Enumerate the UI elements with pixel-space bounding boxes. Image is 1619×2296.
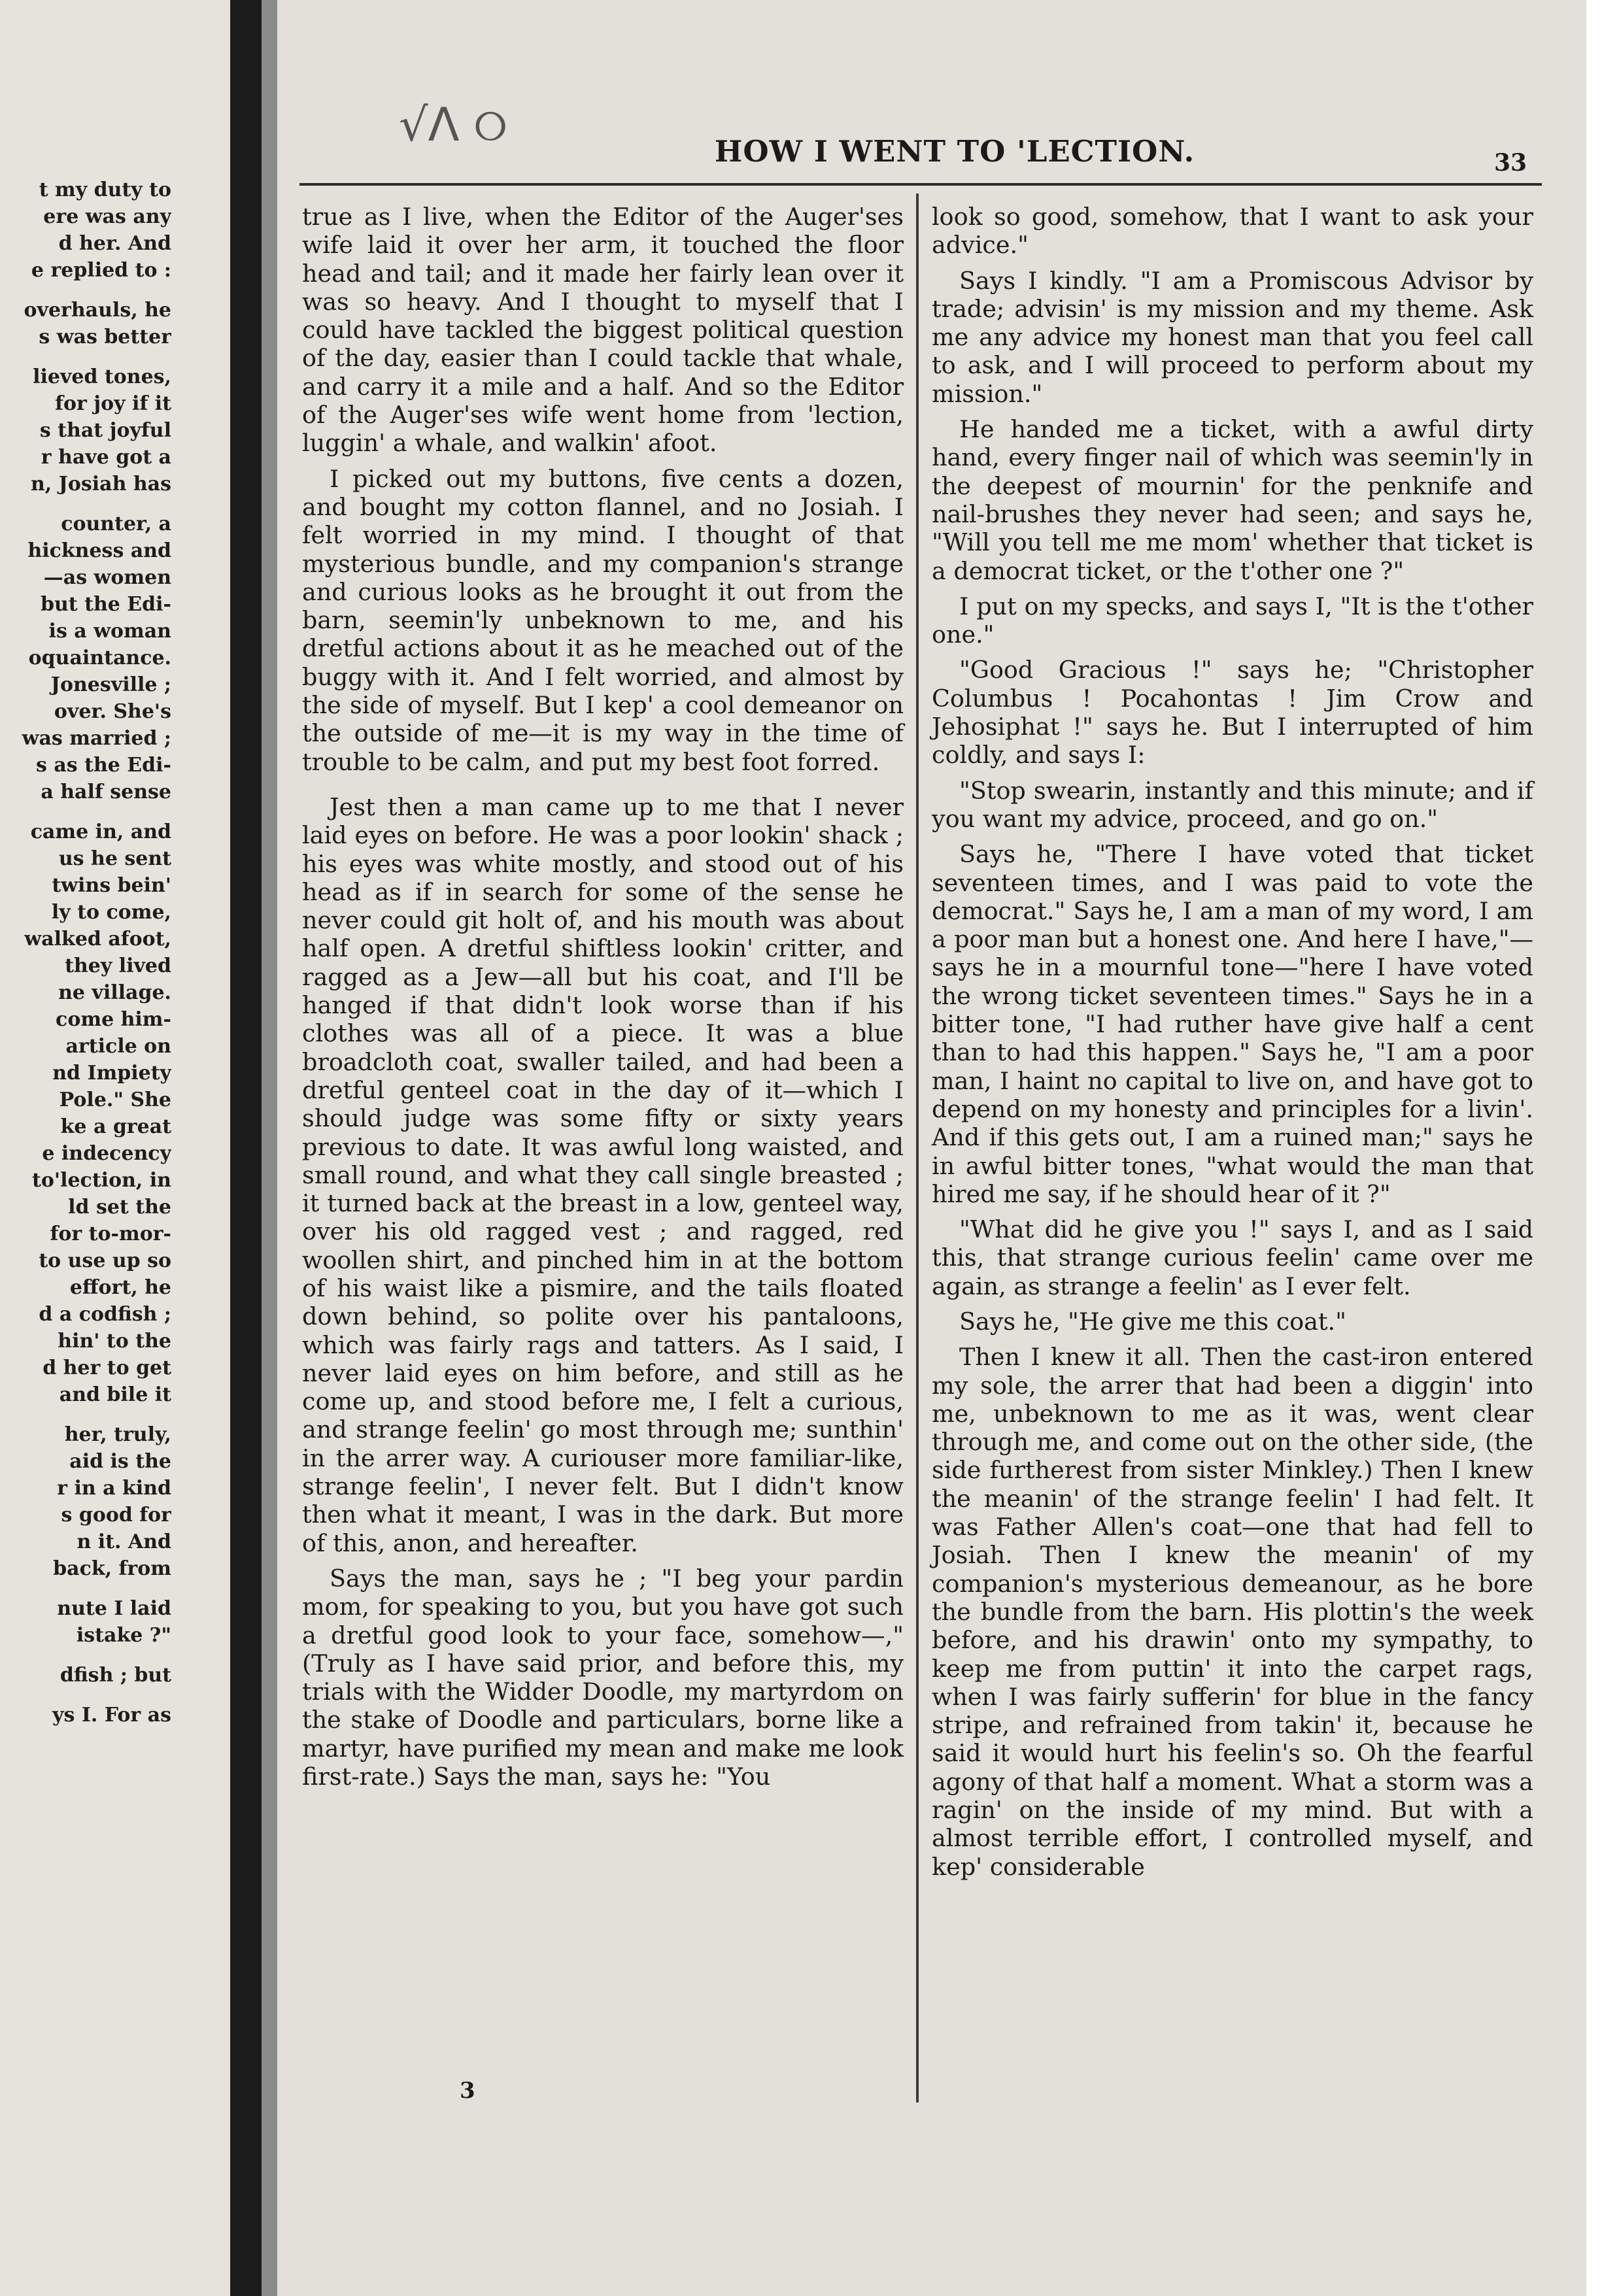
facing-page-line: dfish ; but <box>60 1664 171 1687</box>
facing-page-line: ys I. For as <box>52 1704 171 1727</box>
facing-page-line: was married ; <box>22 727 171 750</box>
facing-page-line: over. She's <box>54 700 171 723</box>
facing-page-line: for joy if it <box>55 392 171 415</box>
facing-page-line: d her to get <box>43 1357 171 1379</box>
paragraph: Says the man, says he ; "I beg your pardin mom, for speaking to you, but you have got such a dretful good look to your face, somehow—," (Truly as I have said prior, and before this, my trials with the Widder Doodle, my martyrdom on the stake of Doodle and particulars, borne like a martyr, have purified my mean and make me look first-rate.) Says the man, says he: "You <box>302 1564 904 1791</box>
facing-page-line: but the Edi- <box>41 593 171 616</box>
paragraph: I picked out my buttons, five cents a dozen, and bought my cotton flannel, and no Josiah. I felt worried in my mind. I thought of that mysterious bundle, and my companion's strange and curious looks as he brought it out from the barn, seemin'ly unbeknown to me, and his dretful actions about it as he meached out of the buggy with it. And I felt worried, and almost by the side of myself. But I kep' a cool demeanor on the outside of me—it is my way in the time of trouble to be calm, and put my best foot forred. <box>302 464 904 776</box>
facing-page-line: —as women <box>43 566 171 589</box>
pencil-mark: √Λ ୦ <box>399 98 507 152</box>
facing-page-text <box>0 177 171 1729</box>
header-rule <box>299 183 1542 186</box>
facing-page-line: d her. And <box>58 232 171 255</box>
facing-page-line: a half sense <box>41 781 171 803</box>
paragraph: Says he, "There I have voted that ticket seventeen times, and I was paid to vote the democrat." Says he, I am a man of my word, I am a poor man but a honest one. And here I have,"—says he in a mournful tone—"here I have voted the wrong ticket seventeen times." Says he in a bitter tone, "I had ruther have give half a cent than to had this happen." Says he, "I am a poor man, I haint no capital to live on, and have got to depend on my honesty and principles for a livin'. And if this gets out, I am a ruined man;" says he in awful bitter tones, "what would the man that hired me say, if he should hear of it ?" <box>932 840 1533 1208</box>
facing-page-line: istake ?" <box>76 1624 171 1647</box>
facing-page-line: article on <box>65 1035 171 1058</box>
facing-page-line: effort, he <box>69 1276 171 1299</box>
facing-page-line: e replied to : <box>31 259 171 282</box>
facing-page-line: came in, and <box>30 820 171 843</box>
facing-page-line: to use up so <box>39 1249 171 1272</box>
facing-page-line: ere was any <box>43 205 171 228</box>
page-number: 33 <box>1494 149 1527 177</box>
facing-page-line: and bile it <box>59 1383 171 1406</box>
facing-page-line: d a codfish ; <box>39 1303 171 1326</box>
facing-page-line: nute I laid <box>57 1597 171 1620</box>
facing-page-line: back, from <box>53 1557 171 1580</box>
facing-page-line: twins bein' <box>52 874 171 897</box>
facing-page-line: hickness and <box>27 539 171 562</box>
facing-page-line: s was better <box>39 326 171 348</box>
facing-page-line <box>0 1649 171 1662</box>
paragraph: I put on my specks, and says I, "It is the t'other one." <box>932 592 1533 649</box>
facing-page-line: n, Josiah has <box>30 473 171 496</box>
facing-page-line: us he sent <box>58 847 171 870</box>
facing-page-line: oquaintance. <box>28 647 171 669</box>
facing-page-line: Jonesville ; <box>50 673 171 696</box>
paragraph: He handed me a ticket, with a awful dirty hand, every finger nail of which was seemin'ly in the deepest of mournin' for the penknife and nail-brushes they never had seen; and says he, "Will you tell me me mom' whether that ticket is a democrat ticket, or the t'other one ?" <box>932 415 1533 585</box>
gutter-shadow <box>262 0 277 2296</box>
binding-gutter <box>230 0 262 2296</box>
running-title: HOW I WENT TO 'LECTION. <box>714 134 1195 169</box>
facing-page-line: is a woman <box>48 620 171 643</box>
facing-page-line: ne village. <box>58 981 171 1004</box>
paragraph: Says he, "He give me this coat." <box>959 1307 1346 1336</box>
facing-page-line: r in a kind <box>57 1477 171 1500</box>
facing-page-line: nd Impiety <box>52 1062 171 1085</box>
facing-page-line: t my duty to <box>39 178 171 201</box>
facing-page-line <box>0 350 171 363</box>
paragraph: true as I live, when the Editor of the Auger'ses wife laid it over her arm, it touched the floor head and tail; and it made her fairly lean over it was so heavy. And I thought to myself that I could have tackled the biggest political question of the day, easier than I could tackle that whale, and carry it a mile and a half. And so the Editor of the Auger'ses wife went home from 'lection, luggin' a whale, and walkin' afoot. <box>302 203 904 458</box>
facing-page-line: to'lection, in <box>32 1169 171 1192</box>
facing-page-line: hin' to the <box>58 1330 171 1353</box>
facing-page-line: overhauls, he <box>24 299 171 322</box>
page-edge <box>1586 0 1619 2296</box>
facing-page-line: her, truly, <box>64 1423 171 1446</box>
facing-page-line: come him- <box>56 1008 171 1031</box>
facing-page-line: r have got a <box>41 446 171 469</box>
paragraph: "Good Gracious !" says he; "Christopher Columbus ! Pocahontas ! Jim Crow and Jehosiphat !" says he. But I interrupted of him coldly, and says I: <box>932 656 1533 769</box>
facing-page-line: ke a great <box>60 1115 171 1138</box>
facing-page-fragment <box>0 0 230 2296</box>
facing-page-line: ld set the <box>68 1196 171 1219</box>
facing-page-line <box>0 284 171 297</box>
facing-page-line <box>0 1582 171 1595</box>
facing-page-line: s good for <box>61 1504 171 1527</box>
facing-page-line: counter, a <box>61 513 171 535</box>
signature-mark: 3 <box>460 2078 475 2104</box>
paragraph: "What did he give you !" says I, and as I said this, that strange curious feelin' came over me again, as strange a feelin' as I ever felt. <box>932 1215 1533 1300</box>
facing-page-line: n it. And <box>77 1530 171 1553</box>
facing-page-line: walked afoot, <box>24 928 171 951</box>
facing-page-line <box>0 805 171 819</box>
facing-page-line <box>0 498 171 511</box>
paragraph: Then I knew it all. Then the cast-iron entered my sole, the arrer that had been a diggin' into me, unbeknown to me as it was, went clear through me, and come out on the other side, (the side furtherest from sister Minkley.) Then I knew the meanin' of the strange feelin' I had felt. It was Father Allen's coat—one that had fell to Josiah. Then I knew the meanin' of my companion's mysterious demeanour, as he bore the bundle from the barn. His plottin's the week before, and his drawin' onto my sympathy, to keep me from puttin' it into the carpet rags, when I was fairly sufferin' for blue in the fancy stripe, and refrained from takin' it, because he said it would hurt his feelin's so. Oh the fearful agony of that half a moment. What a storm was a ragin' on the inside of my mind. But with a almost terrible effort, I controlled myself, and kep' considerable <box>932 1343 1533 1881</box>
paragraph: Jest then a man came up to me that I never laid eyes on before. He was a poor lookin' shack ; his eyes was white mostly, and stood out of his head as if in search for some of the sense he never could git holt of, and his mouth was about half open. A dretful shiftless lookin' critter, and ragged as a Jew—all but his coat, and I'll be hanged if that didn't look worse than if his clothes was all of a piece. It was a blue broadcloth coat, swaller tailed, and had been a dretful genteel coat in the day of it—which I should judge was some fifty or sixty years previous to date. It was awful long waisted, and small round, and what they call single breasted ; it turned back at the breast in a low, genteel way, over his old ragged vest ; and ragged, red woollen shirt, and pinched him in at the bottom of his waist like a pismire, and the tails floated down behind, so polite over his pantaloons, which was fairly rags and tatters. As I said, I never laid eyes on him before, and still as he come up, and stood before me, I felt a curious, and strange feelin' go most through me; sunthin' in the arrer way. A curiouser more familiar-like, strange feelin', I never felt. But I didn't know then what it meant, I was in the dark. But more of this, anon, and hereafter. <box>302 792 904 1557</box>
text-column-left <box>302 203 904 1798</box>
facing-page-line: ly to come, <box>51 901 171 924</box>
facing-page-line: e indecency <box>42 1142 171 1165</box>
column-divider <box>916 194 919 2102</box>
facing-page-line: lieved tones, <box>33 365 171 388</box>
facing-page-line: Pole." She <box>59 1089 171 1111</box>
text-column-right <box>932 203 1533 1888</box>
facing-page-line: aid is the <box>69 1450 171 1473</box>
facing-page-line: s that joyful <box>39 419 171 442</box>
facing-page-line <box>0 1408 171 1421</box>
facing-page-line: they lived <box>65 954 171 977</box>
facing-page-line: s as the Edi- <box>36 754 171 777</box>
paragraph: look so good, somehow, that I want to ask your advice." <box>932 203 1533 260</box>
facing-page-line <box>0 1689 171 1702</box>
paragraph: "Stop swearin, instantly and this minute; and if you want my advice, proceed, and go on." <box>932 776 1533 833</box>
paragraph: Says I kindly. "I am a Promiscous Advisor by trade; advisin' is my mission and my theme. Ask me any advice my honest man that you feel call to ask, and I will proceed to perform about my mission." <box>932 266 1533 408</box>
facing-page-line: for to-mor- <box>50 1223 171 1245</box>
